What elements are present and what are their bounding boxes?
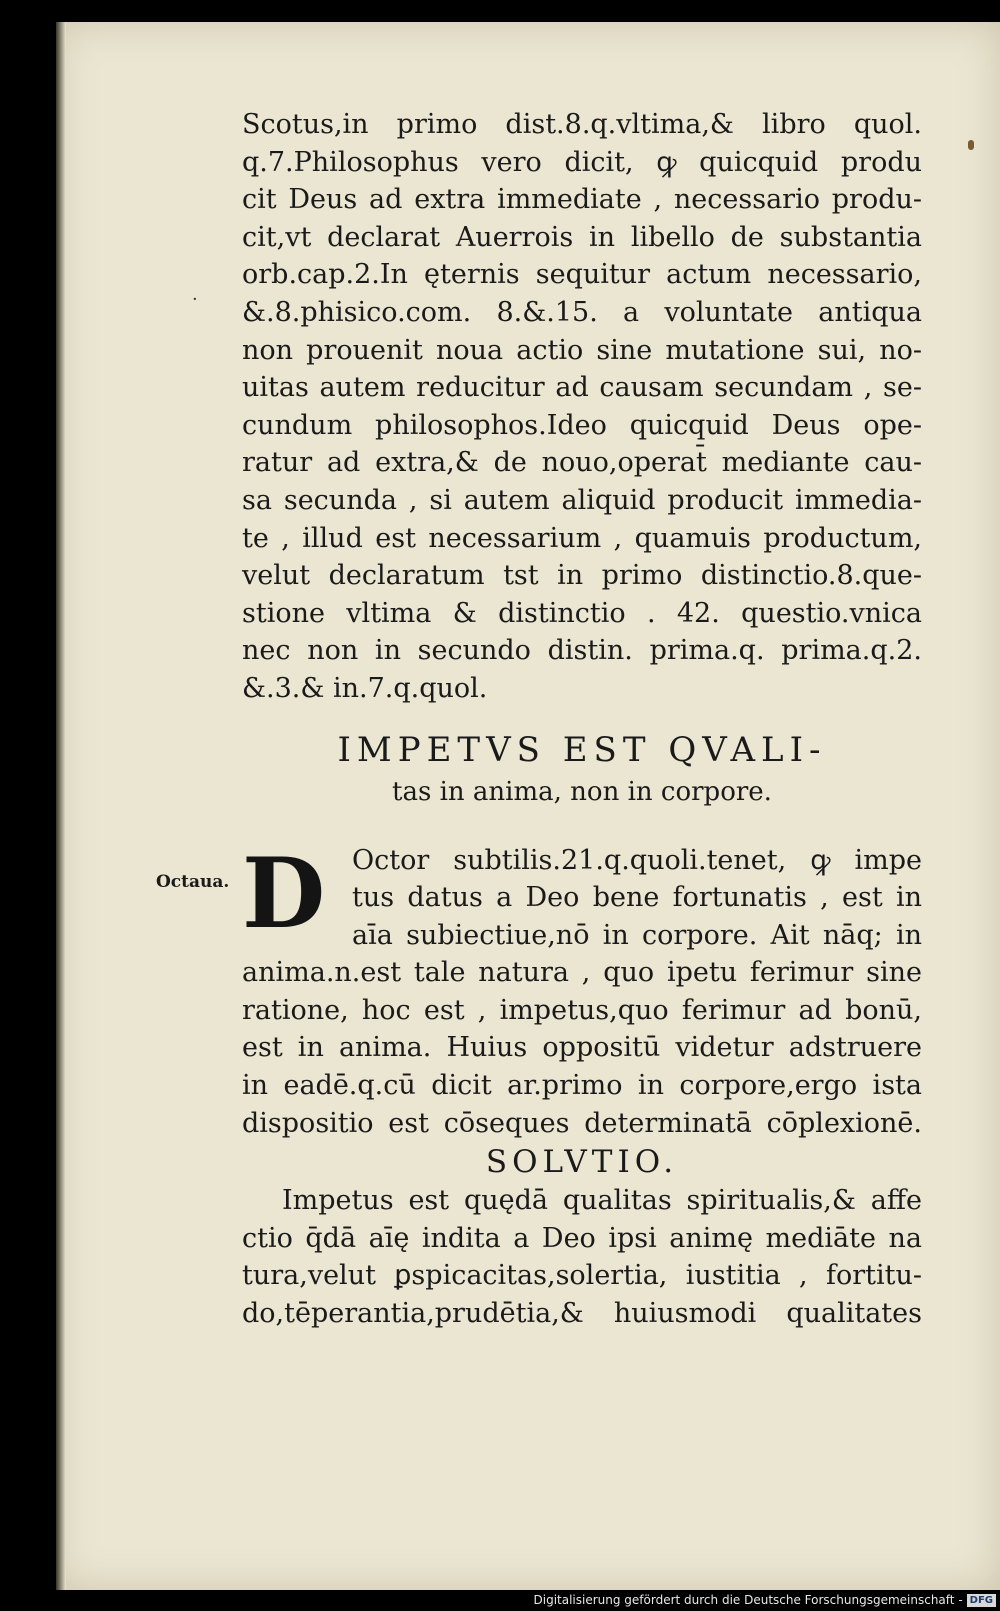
dfg-logo: DFG xyxy=(967,1594,996,1607)
footer-text: Digitalisierung gefördert durch die Deutsche Forschungsgemeinschaft - xyxy=(533,1593,963,1607)
margin-note: Octaua. xyxy=(156,872,230,892)
text-line: cit Deus ad extra immediate , necessario produ- xyxy=(242,184,922,216)
text-line: non prouenit noua actio sine mutatione sui, no- xyxy=(242,334,922,366)
solutio-heading: SOLVTIO. xyxy=(485,1144,679,1181)
text-line: est in anima. Huius oppositū videtur adstruere xyxy=(242,1032,922,1064)
text-line: tura,velut ꝑspicacitas,solertia, iustitia , fortitu- xyxy=(242,1260,922,1292)
text-line: aīa subiectiue,nō in corpore. Ait nāq; in xyxy=(352,919,922,951)
paragraph-3 xyxy=(242,1182,922,1332)
text-line: cundum philosophos.Ideo quicquid Deus ope- xyxy=(242,409,922,441)
paragraph-2 xyxy=(242,836,922,1143)
page-binding-edge xyxy=(56,22,66,1590)
text-line: nec non in secundo distin. prima.q. prima.q.2. xyxy=(242,635,922,667)
text-line: &.8.phisico.com. 8.&.15. a voluntate antiqua xyxy=(242,296,922,328)
ink-spot xyxy=(968,140,974,150)
text-line: do,tēperantia,prudētia,& huiusmodi qualitates xyxy=(242,1298,922,1330)
text-line: dispositio est cōseques determinatā cōplexionē. xyxy=(242,1107,922,1139)
text-line: tus datus a Deo bene fortunatis , est in xyxy=(352,882,922,914)
text-line: ratione, hoc est , impetus,quo ferimur ad bonū, xyxy=(242,994,922,1026)
digitization-footer xyxy=(534,1593,997,1607)
text-line: ctio q̄dā aīę indita a Deo ipsi animę mediāte na xyxy=(242,1222,922,1254)
text-line: velut declaratum tst in primo distinctio.8.que- xyxy=(242,560,922,592)
text-line: sa secunda , si autem aliquid producit immedia- xyxy=(242,484,922,516)
section-heading: IMPETVS EST QVALI- xyxy=(337,729,827,770)
text-line: Scotus,in primo dist.8.q.vltima,& libro quol. xyxy=(242,109,922,140)
text-line: ratur ad extra,& de nouo,operat̄ mediante cau- xyxy=(242,447,922,479)
text-line: cit,vt declarat Auerrois in libello de substantia xyxy=(242,221,922,253)
margin-dot: · xyxy=(192,289,198,310)
text-line: stione vltima & distinctio . 42. questio.vnica xyxy=(242,597,922,629)
text-line: &.3.& in.7.q.quol. xyxy=(242,672,488,704)
text-line: Octor subtilis.21.q.quoli.tenet, ꝙ impe xyxy=(352,844,922,876)
text-line: in eadē.q.cū dicit ar.primo in corpore,ergo ista xyxy=(242,1070,922,1102)
section-heading-subline: tas in anima, non in corpore. xyxy=(392,776,772,807)
text-line: te , illud est necessarium , quamuis productum, xyxy=(242,522,922,554)
text-line: anima.n.est tale natura , quo ipetu ferimur sine xyxy=(242,957,922,989)
drop-cap-initial: D xyxy=(242,836,326,950)
text-line: uitas autem reducitur ad causam secundam , se- xyxy=(242,372,922,404)
book-page xyxy=(56,22,1000,1590)
text-line: q.7.Philosophus vero dicit, ꝙ quicquid produ xyxy=(242,146,922,178)
text-block xyxy=(242,106,922,1333)
text-line: Impetus est quędā qualitas spiritualis,& affe xyxy=(282,1185,922,1217)
paragraph-1 xyxy=(242,106,922,708)
text-line: orb.cap.2.In ęternis sequitur actum necessario, xyxy=(242,259,922,291)
